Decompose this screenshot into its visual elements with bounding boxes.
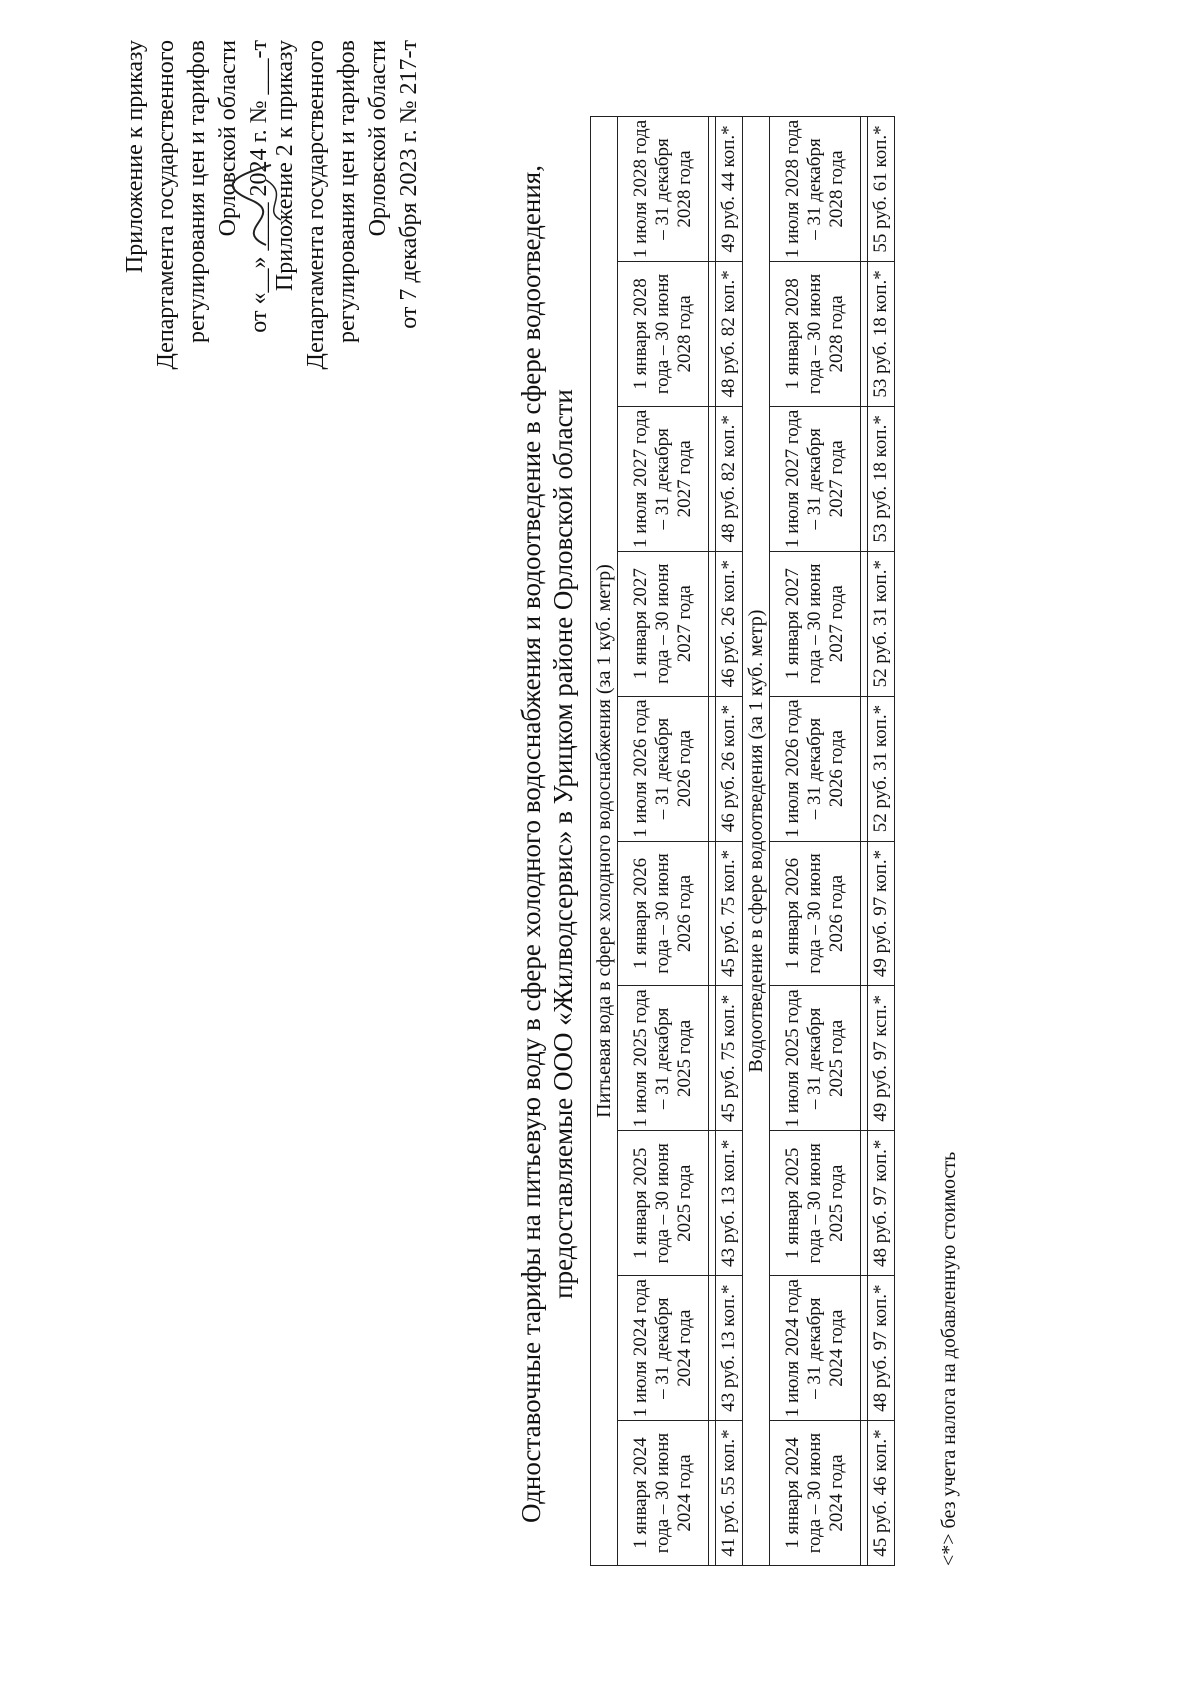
header-line: Департамента государственного [153,40,179,370]
period-cell: 1 июля 2026 года – 31 декабря 2026 года [618,696,709,841]
spacer-cell [861,406,868,551]
header-line: от 7 декабря 2023 г. № 217-т [396,40,422,329]
spacer-cell [861,261,868,406]
spacer-cell [709,841,716,986]
period-cell: 1 января 2027 года – 30 июня 2027 года [770,551,861,696]
spacer-cell [861,1421,868,1566]
period-cell: 1 июля 2026 года – 31 декабря 2026 года [770,696,861,841]
period-cell: 1 января 2027 года – 30 июня 2027 года [618,551,709,696]
spacer-cell [709,1131,716,1276]
period-cell: 1 июля 2025 года – 31 декабря 2025 года [770,986,861,1131]
price-cell: 43 руб. 13 коп.* [716,1131,743,1276]
period-cell: 1 января 2028 года – 30 июня 2028 года [618,261,709,406]
period-cell: 1 июля 2027 года – 31 декабря 2027 года [770,406,861,551]
price-cell: 55 руб. 61 коп.* [868,117,895,262]
price-cell: 41 руб. 55 коп.* [716,1421,743,1566]
header-line: Департамента государственного [303,40,329,370]
period-cell: 1 июля 2024 года – 31 декабря 2024 года [770,1276,861,1421]
price-cell: 52 руб. 31 коп.* [868,551,895,696]
price-cell: 48 руб. 97 коп.* [868,1131,895,1276]
spacer-cell [861,1131,868,1276]
period-cell: 1 января 2026 года – 30 июня 2026 года [770,841,861,986]
period-cell: 1 января 2024 года – 30 июня 2024 года [618,1421,709,1566]
spacer-cell [709,1421,716,1566]
period-cell: 1 июля 2028 года – 31 декабря 2028 года [618,117,709,262]
period-cell: 1 июля 2027 года – 31 декабря 2027 года [618,406,709,551]
header-line: Приложение к приказу [122,40,148,274]
spacer-cell [861,551,868,696]
period-cell: 1 января 2025 года – 30 июня 2025 года [770,1131,861,1276]
price-cell: 48 руб. 82 коп.* [716,406,743,551]
price-cell: 52 руб. 31 коп.* [868,696,895,841]
header-line: регулирования цен и тарифов [184,40,210,343]
header-line: регулирования цен и тарифов [334,40,360,343]
spacer-cell [861,841,868,986]
order-date-number: от «__» ____ 2024 г. № ___-т [246,40,272,333]
spacer-cell [709,986,716,1131]
price-cell: 49 руб. 97 ксп.* [868,986,895,1131]
header-line: Орловской области [365,40,391,237]
price-cell: 53 руб. 18 коп.* [868,261,895,406]
document-title [515,124,579,1564]
price-cell: 45 руб. 75 коп.* [716,841,743,986]
header-line: Орловской области [215,40,241,237]
spacer-cell [861,986,868,1131]
price-cell: 48 руб. 82 коп.* [716,261,743,406]
period-cell: 1 июля 2024 года – 31 декабря 2024 года [618,1276,709,1421]
price-cell: 46 руб. 26 коп.* [716,551,743,696]
tariff-table [590,116,895,1566]
order-header-original [270,40,425,370]
spacer-cell [709,406,716,551]
period-cell: 1 июля 2025 года – 31 декабря 2025 года [618,986,709,1131]
price-cell: 49 руб. 97 коп.* [868,841,895,986]
spacer-cell [861,117,868,262]
spacer-cell [709,1276,716,1421]
price-cell: 53 руб. 18 коп.* [868,406,895,551]
price-cell: 46 руб. 26 коп.* [716,696,743,841]
spacer-cell [709,117,716,262]
price-cell: 45 руб. 75 коп.* [716,986,743,1131]
footnote: <*> без учета налога на добавленную стоимость [938,1151,960,1566]
spacer-cell [861,1276,868,1421]
header-line: Приложение 2 к приказу [272,40,298,292]
period-cell: 1 января 2026 года – 30 июня 2026 года [618,841,709,986]
spacer-cell [861,696,868,841]
title-line-2: предоставляемые ООО «Жилводсервис» в Урицком районе Орловской области [548,389,578,1299]
price-cell: 48 руб. 97 коп.* [868,1276,895,1421]
period-cell: 1 января 2028 года – 30 июня 2028 года [770,261,861,406]
title-line-1: Одноставочные тарифы на питьевую воду в сфере холодного водоснабжения и водоотведение в сфере водоотведения, [516,165,546,1523]
price-cell: 49 руб. 44 коп.* [716,117,743,262]
spacer-cell [709,261,716,406]
section-heading-sewerage: Водоотведение в сфере водоотведения (за 1 куб. метр) [743,117,770,1566]
price-cell: 45 руб. 46 коп.* [868,1421,895,1566]
spacer-cell [709,551,716,696]
order-header-current [120,40,275,370]
price-cell: 43 руб. 13 коп.* [716,1276,743,1421]
spacer-cell [709,696,716,841]
section-heading-water: Питьевая вода в сфере холодного водоснабжения (за 1 куб. метр) [591,117,618,1566]
period-cell: 1 января 2025 года – 30 июня 2025 года [618,1131,709,1276]
period-cell: 1 января 2024 года – 30 июня 2024 года [770,1421,861,1566]
period-cell: 1 июля 2028 года – 31 декабря 2028 года [770,117,861,262]
